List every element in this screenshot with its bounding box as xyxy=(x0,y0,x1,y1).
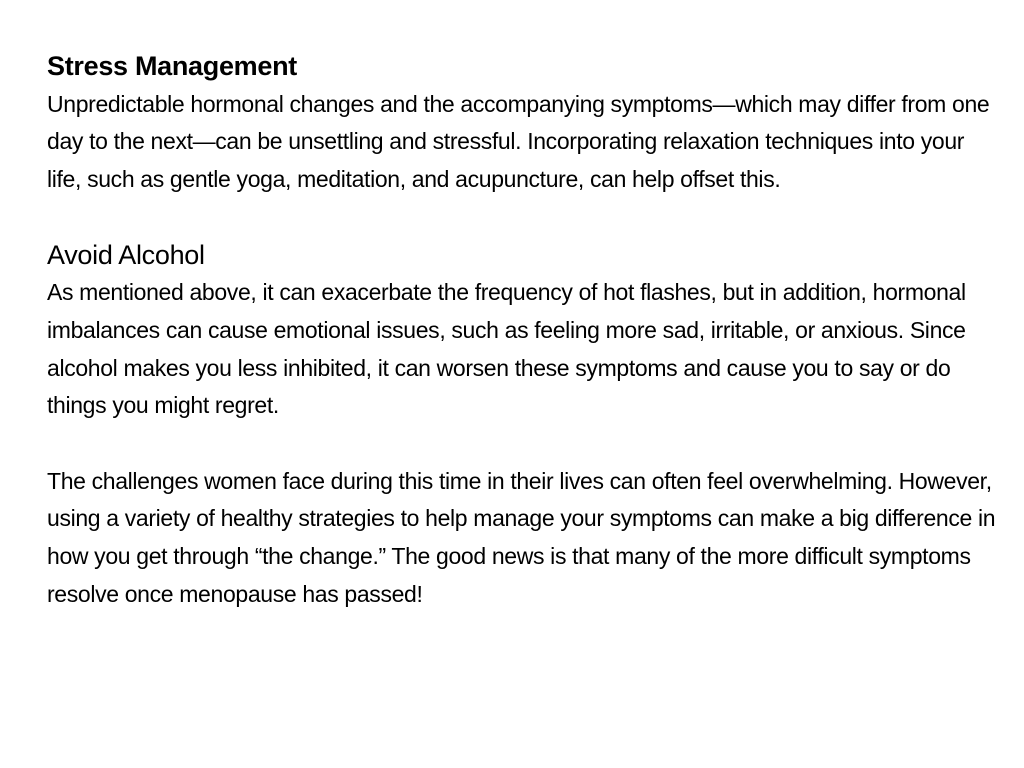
spacer xyxy=(47,425,997,463)
spacer xyxy=(47,199,997,237)
slide-content xyxy=(47,48,997,614)
section-avoid-alcohol xyxy=(47,237,997,426)
section-body: As mentioned above, it can exacerbate the frequency of hot flashes, but in addition, hormonal imbalances can cause emotional issues, such as feeling more sad, irritable, or anxious. Since alcohol makes you less inhibited, it can worsen these symptoms and cause you to say or do things you might regret. xyxy=(47,279,966,419)
section-stress-management xyxy=(47,48,997,199)
closing-paragraph: The challenges women face during this time in their lives can often feel overwhelming. However, using a variety of healthy strategies to help manage your symptoms can make a big difference in how you get through “the change.” The good news is that many of the more difficult symptoms resolve once menopause has passed! xyxy=(47,467,996,607)
section-heading: Avoid Alcohol xyxy=(47,239,205,270)
section-heading: Stress Management xyxy=(47,51,297,81)
section-body: Unpredictable hormonal changes and the accompanying symptoms—which may differ from one day to the next—can be unsettling and stressful. Incorporating relaxation techniques into your life, such as gentle yoga, meditation, and acupuncture, can help offset this. xyxy=(47,90,990,193)
